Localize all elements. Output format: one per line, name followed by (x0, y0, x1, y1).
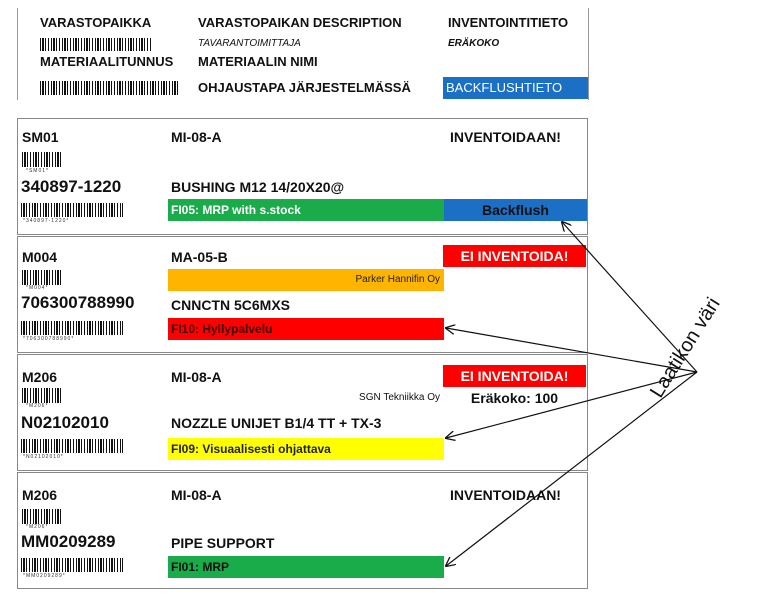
location-barcode-text: *M206* (26, 403, 49, 409)
legend-materiaalin-nimi: MATERIAALIN NIMI (198, 54, 318, 69)
batch-size: Eräkoko: 100 (470, 390, 559, 406)
arrow-to-hyllypalvelu (446, 328, 697, 372)
material-name: CNNCTN 5C6MXS (171, 297, 291, 313)
location-barcode-text: *M206* (26, 524, 49, 530)
supplier-name: SGN Tekniikka Oy (359, 392, 440, 403)
material-barcode-text: *706300788990* (23, 336, 75, 342)
material-name: PIPE SUPPORT (171, 535, 275, 551)
control-method-bar: FI01: MRP (168, 556, 444, 578)
material-name: BUSHING M12 14/20X20@ (171, 179, 345, 195)
backflush-bar: Backflush (444, 199, 587, 221)
inventory-status: INVENTOIDAAN! (450, 129, 561, 145)
material-id: 706300788990 (21, 293, 135, 312)
inventory-status: INVENTOIDAAN! (450, 487, 561, 503)
material-id: MM0209289 (21, 532, 116, 551)
material-barcode-text: *N02102010* (23, 454, 64, 460)
material-id: 340897-1220 (21, 177, 122, 196)
legend-erakoko: ERÄKOKO (448, 38, 500, 49)
legend-varastopaikan-description: VARASTOPAIKAN DESCRIPTION (198, 15, 402, 30)
material-id: N02102010 (21, 413, 109, 432)
location-description: MI-08-A (171, 129, 222, 145)
legend-varastopaikka: VARASTOPAIKKA (40, 15, 152, 30)
control-method-bar: FI10: Hyllypalvelu (168, 318, 444, 340)
location-code: M206 (22, 369, 58, 385)
location-code: SM01 (22, 129, 59, 145)
supplier-bar: Parker Hannifin Oy (168, 269, 444, 291)
location-description: MA-05-B (171, 249, 228, 265)
control-method-bar: FI05: MRP with s.stock (168, 199, 444, 221)
location-description: MI-08-A (171, 487, 222, 503)
legend-materiaalitunnus: MATERIAALITUNNUS (40, 54, 174, 69)
legend-tavarantoimittaja: TAVARANTOIMITTAJA (198, 38, 301, 49)
location-code: M206 (22, 487, 58, 503)
control-method-bar: FI09: Visuaalisesti ohjattava (168, 438, 444, 460)
material-barcode-text: *MM0209289* (23, 573, 66, 579)
location-barcode-text: *M004* (26, 285, 49, 291)
inventory-status: EI INVENTOIDA! (443, 365, 586, 387)
location-barcode-text: *SM01* (26, 168, 49, 174)
location-description: MI-08-A (171, 369, 222, 385)
material-barcode-text: *340897-1220* (23, 218, 70, 224)
location-code: M004 (22, 249, 58, 265)
legend-ohjaustapa: OHJAUSTAPA JÄRJESTELMÄSSÄ (198, 80, 411, 95)
inventory-status: EI INVENTOIDA! (443, 245, 586, 267)
annotation-label: Laatikon väri (646, 293, 725, 402)
legend-backflushtieto: BACKFLUSHTIETO (443, 77, 588, 99)
arrow-to-mrp (446, 372, 697, 566)
material-name: NOZZLE UNIJET B1/4 TT + TX-3 (171, 415, 382, 431)
legend-inventointitieto: INVENTOINTITIETO (448, 15, 569, 30)
